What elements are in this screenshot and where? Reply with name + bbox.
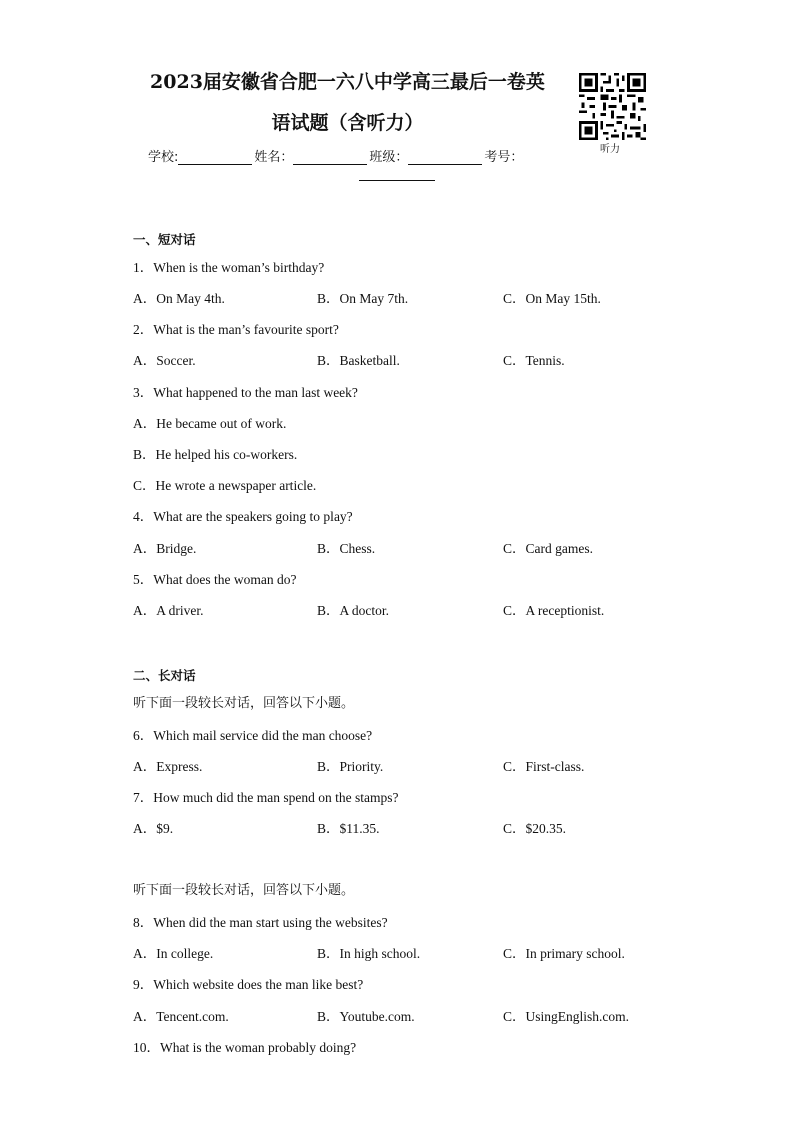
question-stem: 1．When is the woman’s birthday? <box>133 260 325 275</box>
name-field[interactable] <box>293 151 367 165</box>
question-stem: 4．What are the speakers going to play? <box>133 509 353 524</box>
page-title-line-2: 语试题（含听力） <box>271 112 424 134</box>
name-label: 姓名： <box>254 150 294 165</box>
option-b: B．On May 7th. <box>317 291 409 306</box>
class-label: 班级： <box>369 150 409 165</box>
option-a: A．A driver. <box>133 603 204 618</box>
option-b: B．Youtube.com. <box>317 1009 415 1024</box>
option-b: B．$11.35. <box>317 821 380 836</box>
section-heading-long-dialogues: 二、长对话 <box>133 668 196 683</box>
option-b: B．Priority. <box>317 759 384 774</box>
section-heading-short-dialogues: 一、短对话 <box>133 232 196 247</box>
student-info-line <box>148 146 523 165</box>
option-a: A．He became out of work. <box>133 416 287 431</box>
option-b: B．Basketball. <box>317 353 400 368</box>
option-a: A．Express. <box>133 759 203 774</box>
exam-no-label: 考号： <box>484 150 524 165</box>
page-title-line-1: 2023届安徽省合肥一六八中学高三最后一卷英 <box>150 71 545 93</box>
option-c: C．UsingEnglish.com. <box>503 1009 630 1024</box>
option-b: B．In high school. <box>317 946 421 961</box>
instruction-text: 听下面一段较长对话，回答以下小题。 <box>133 883 355 898</box>
option-a: A．$9. <box>133 821 174 836</box>
option-c: C．He wrote a newspaper article. <box>133 478 317 493</box>
option-c: C．First-class. <box>503 759 585 774</box>
school-label: 学校: <box>148 150 179 165</box>
option-a: A．Soccer. <box>133 353 196 368</box>
option-a: A．On May 4th. <box>133 291 225 306</box>
exam-no-field[interactable] <box>359 170 435 181</box>
school-field[interactable] <box>178 151 252 165</box>
option-c: C．A receptionist. <box>503 603 605 618</box>
option-c: C．In primary school. <box>503 946 625 961</box>
class-field[interactable] <box>408 151 482 165</box>
option-a: A．Tencent.com. <box>133 1009 229 1024</box>
qr-caption: 听力 <box>600 144 620 155</box>
question-stem: 10．What is the woman probably doing? <box>133 1040 357 1055</box>
option-b: B．He helped his co-workers. <box>133 447 298 462</box>
qr-code-icon[interactable] <box>579 73 646 140</box>
option-c: C．Card games. <box>503 541 593 556</box>
question-stem: 7．How much did the man spend on the stamps? <box>133 790 399 805</box>
option-b: B．A doctor. <box>317 603 390 618</box>
question-stem: 6．Which mail service did the man choose? <box>133 728 373 743</box>
option-c: C．On May 15th. <box>503 291 601 306</box>
question-stem: 3．What happened to the man last week? <box>133 385 358 400</box>
instruction-text: 听下面一段较长对话，回答以下小题。 <box>133 696 355 711</box>
option-c: C．Tennis. <box>503 353 565 368</box>
question-stem: 8．When did the man start using the websites? <box>133 915 388 930</box>
question-stem: 2．What is the man’s favourite sport? <box>133 322 339 337</box>
question-stem: 9．Which website does the man like best? <box>133 977 364 992</box>
question-stem: 5．What does the woman do? <box>133 572 297 587</box>
option-a: A．In college. <box>133 946 214 961</box>
option-a: A．Bridge. <box>133 541 197 556</box>
option-c: C．$20.35. <box>503 821 567 836</box>
option-b: B．Chess. <box>317 541 376 556</box>
